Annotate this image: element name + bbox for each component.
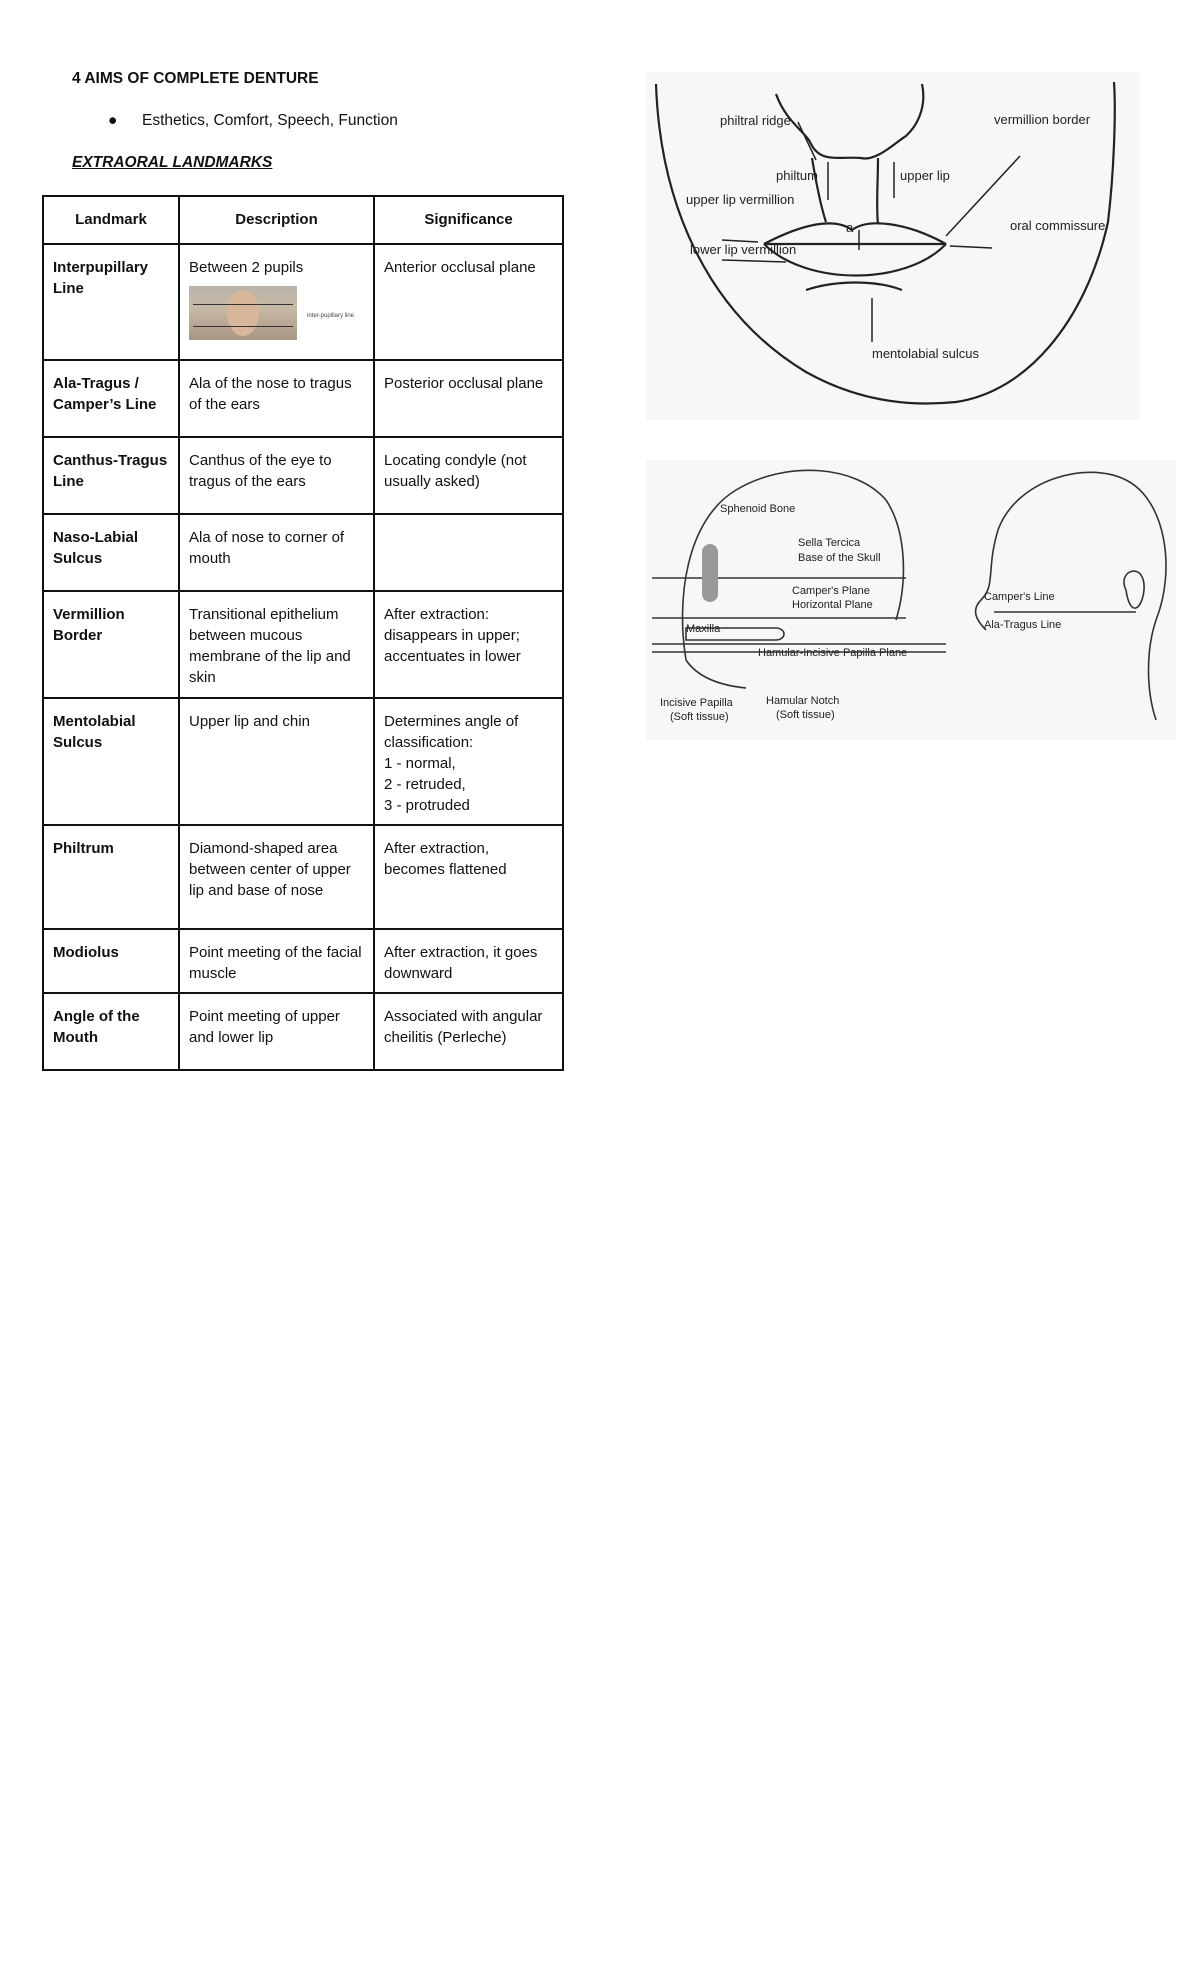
table-row bbox=[43, 698, 563, 825]
label-campers-plane: Camper's Plane bbox=[792, 585, 870, 597]
description-cell: Canthus of the eye to tragus of the ears bbox=[179, 437, 374, 514]
table-row bbox=[43, 993, 563, 1070]
label-lower-lip-vermillion: lower lip vermillion bbox=[690, 242, 797, 257]
label-incisive-papilla: Incisive Papilla bbox=[660, 697, 733, 709]
header-description: Description bbox=[179, 196, 374, 244]
description-text: Between 2 pupils bbox=[189, 259, 304, 276]
mouth-line bbox=[193, 326, 293, 327]
significance-cell bbox=[374, 514, 563, 591]
aims-bullet bbox=[108, 112, 398, 130]
description-cell: Ala of the nose to tragus of the ears bbox=[179, 360, 374, 437]
table-row bbox=[43, 825, 563, 929]
description-cell: Ala of nose to corner of mouth bbox=[179, 514, 374, 591]
face-photo bbox=[189, 286, 297, 340]
landmark-cell: Naso-Labial Sulcus bbox=[43, 514, 179, 591]
label-hamular-notch: Hamular Notch bbox=[766, 695, 840, 707]
philtral-ridge-right bbox=[877, 158, 878, 224]
pupil-line bbox=[193, 304, 293, 305]
interpupillary-photo bbox=[189, 286, 364, 340]
landmark-cell: Mentolabial Sulcus bbox=[43, 698, 179, 825]
label-philtral-ridge: philtral ridge bbox=[720, 113, 791, 128]
significance-cell: After extraction, becomes flattened bbox=[374, 825, 563, 929]
landmark-cell: Interpupillary Line bbox=[43, 244, 179, 360]
label-base-skull: Base of the Skull bbox=[798, 552, 881, 564]
lip-anatomy-diagram bbox=[646, 72, 1140, 420]
landmark-cell: Canthus-Tragus Line bbox=[43, 437, 179, 514]
significance-cell: After extraction, it goes downward bbox=[374, 929, 563, 993]
significance-cell: Anterior occlusal plane bbox=[374, 244, 563, 360]
header-landmark: Landmark bbox=[43, 196, 179, 244]
label-sphenoid: Sphenoid Bone bbox=[720, 503, 796, 515]
orbit-shade bbox=[702, 544, 718, 602]
page-title: 4 AIMS OF COMPLETE DENTURE bbox=[72, 70, 319, 87]
description-cell: Point meeting of the facial muscle bbox=[179, 929, 374, 993]
label-ala-tragus-line: Ala-Tragus Line bbox=[984, 619, 1062, 631]
occlusal-planes-diagram bbox=[646, 460, 1176, 740]
label-maxilla: Maxilla bbox=[686, 623, 721, 635]
significance-cell: Determines angle of classification: 1 - normal, 2 - retruded, 3 - protruded bbox=[374, 698, 563, 825]
header-significance: Significance bbox=[374, 196, 563, 244]
label-upper-lip-vermillion: upper lip vermillion bbox=[686, 192, 795, 207]
table-row bbox=[43, 591, 563, 698]
description-cell: Point meeting of upper and lower lip bbox=[179, 993, 374, 1070]
table-header-row bbox=[43, 196, 563, 244]
label-upper-lip: upper lip bbox=[900, 168, 950, 183]
landmark-cell: Vermillion Border bbox=[43, 591, 179, 698]
significance-cell: After extraction: disappears in upper; accentuates in lower bbox=[374, 591, 563, 698]
description-cell: Diamond-shaped area between center of upper lip and base of nose bbox=[179, 825, 374, 929]
landmarks-table bbox=[42, 195, 564, 1071]
section-heading: EXTRAORAL LANDMARKS bbox=[72, 154, 273, 171]
landmark-cell: Angle of the Mouth bbox=[43, 993, 179, 1070]
significance-cell: Locating condyle (not usually asked) bbox=[374, 437, 563, 514]
label-hamular-soft: (Soft tissue) bbox=[776, 709, 835, 721]
label-campers-line: Camper's Line bbox=[984, 591, 1055, 603]
label-incisive-soft: (Soft tissue) bbox=[670, 711, 729, 723]
label-a: a bbox=[846, 220, 854, 235]
bullet-dot: ● bbox=[108, 112, 118, 129]
table-row bbox=[43, 244, 563, 360]
photo-caption: inter-pupillary line bbox=[307, 313, 355, 319]
label-mentolabial-sulcus: mentolabial sulcus bbox=[872, 346, 979, 361]
significance-cell: Posterior occlusal plane bbox=[374, 360, 563, 437]
table-row bbox=[43, 514, 563, 591]
label-vermillion-border: vermillion border bbox=[994, 112, 1091, 127]
face-shape bbox=[227, 290, 259, 336]
label-hamular-plane: Hamular-Incisive Papilla Plane bbox=[758, 647, 908, 659]
description-cell: Upper lip and chin bbox=[179, 698, 374, 825]
landmark-cell: Modiolus bbox=[43, 929, 179, 993]
label-oral-commissure: oral commissure bbox=[1010, 218, 1106, 233]
table-row bbox=[43, 360, 563, 437]
significance-cell: Associated with angular cheilitis (Perleche) bbox=[374, 993, 563, 1070]
table-row bbox=[43, 929, 563, 993]
label-horizontal-plane: Horizontal Plane bbox=[792, 599, 873, 611]
landmark-cell: Philtrum bbox=[43, 825, 179, 929]
label-sella: Sella Tercica bbox=[798, 537, 861, 549]
landmark-cell: Ala-Tragus / Camper’s Line bbox=[43, 360, 179, 437]
label-philtum: philtum bbox=[776, 168, 818, 183]
aims-list-text: Esthetics, Comfort, Speech, Function bbox=[142, 112, 398, 129]
description-cell bbox=[179, 244, 374, 360]
description-cell: Transitional epithelium between mucous membrane of the lip and skin bbox=[179, 591, 374, 698]
table-row bbox=[43, 437, 563, 514]
